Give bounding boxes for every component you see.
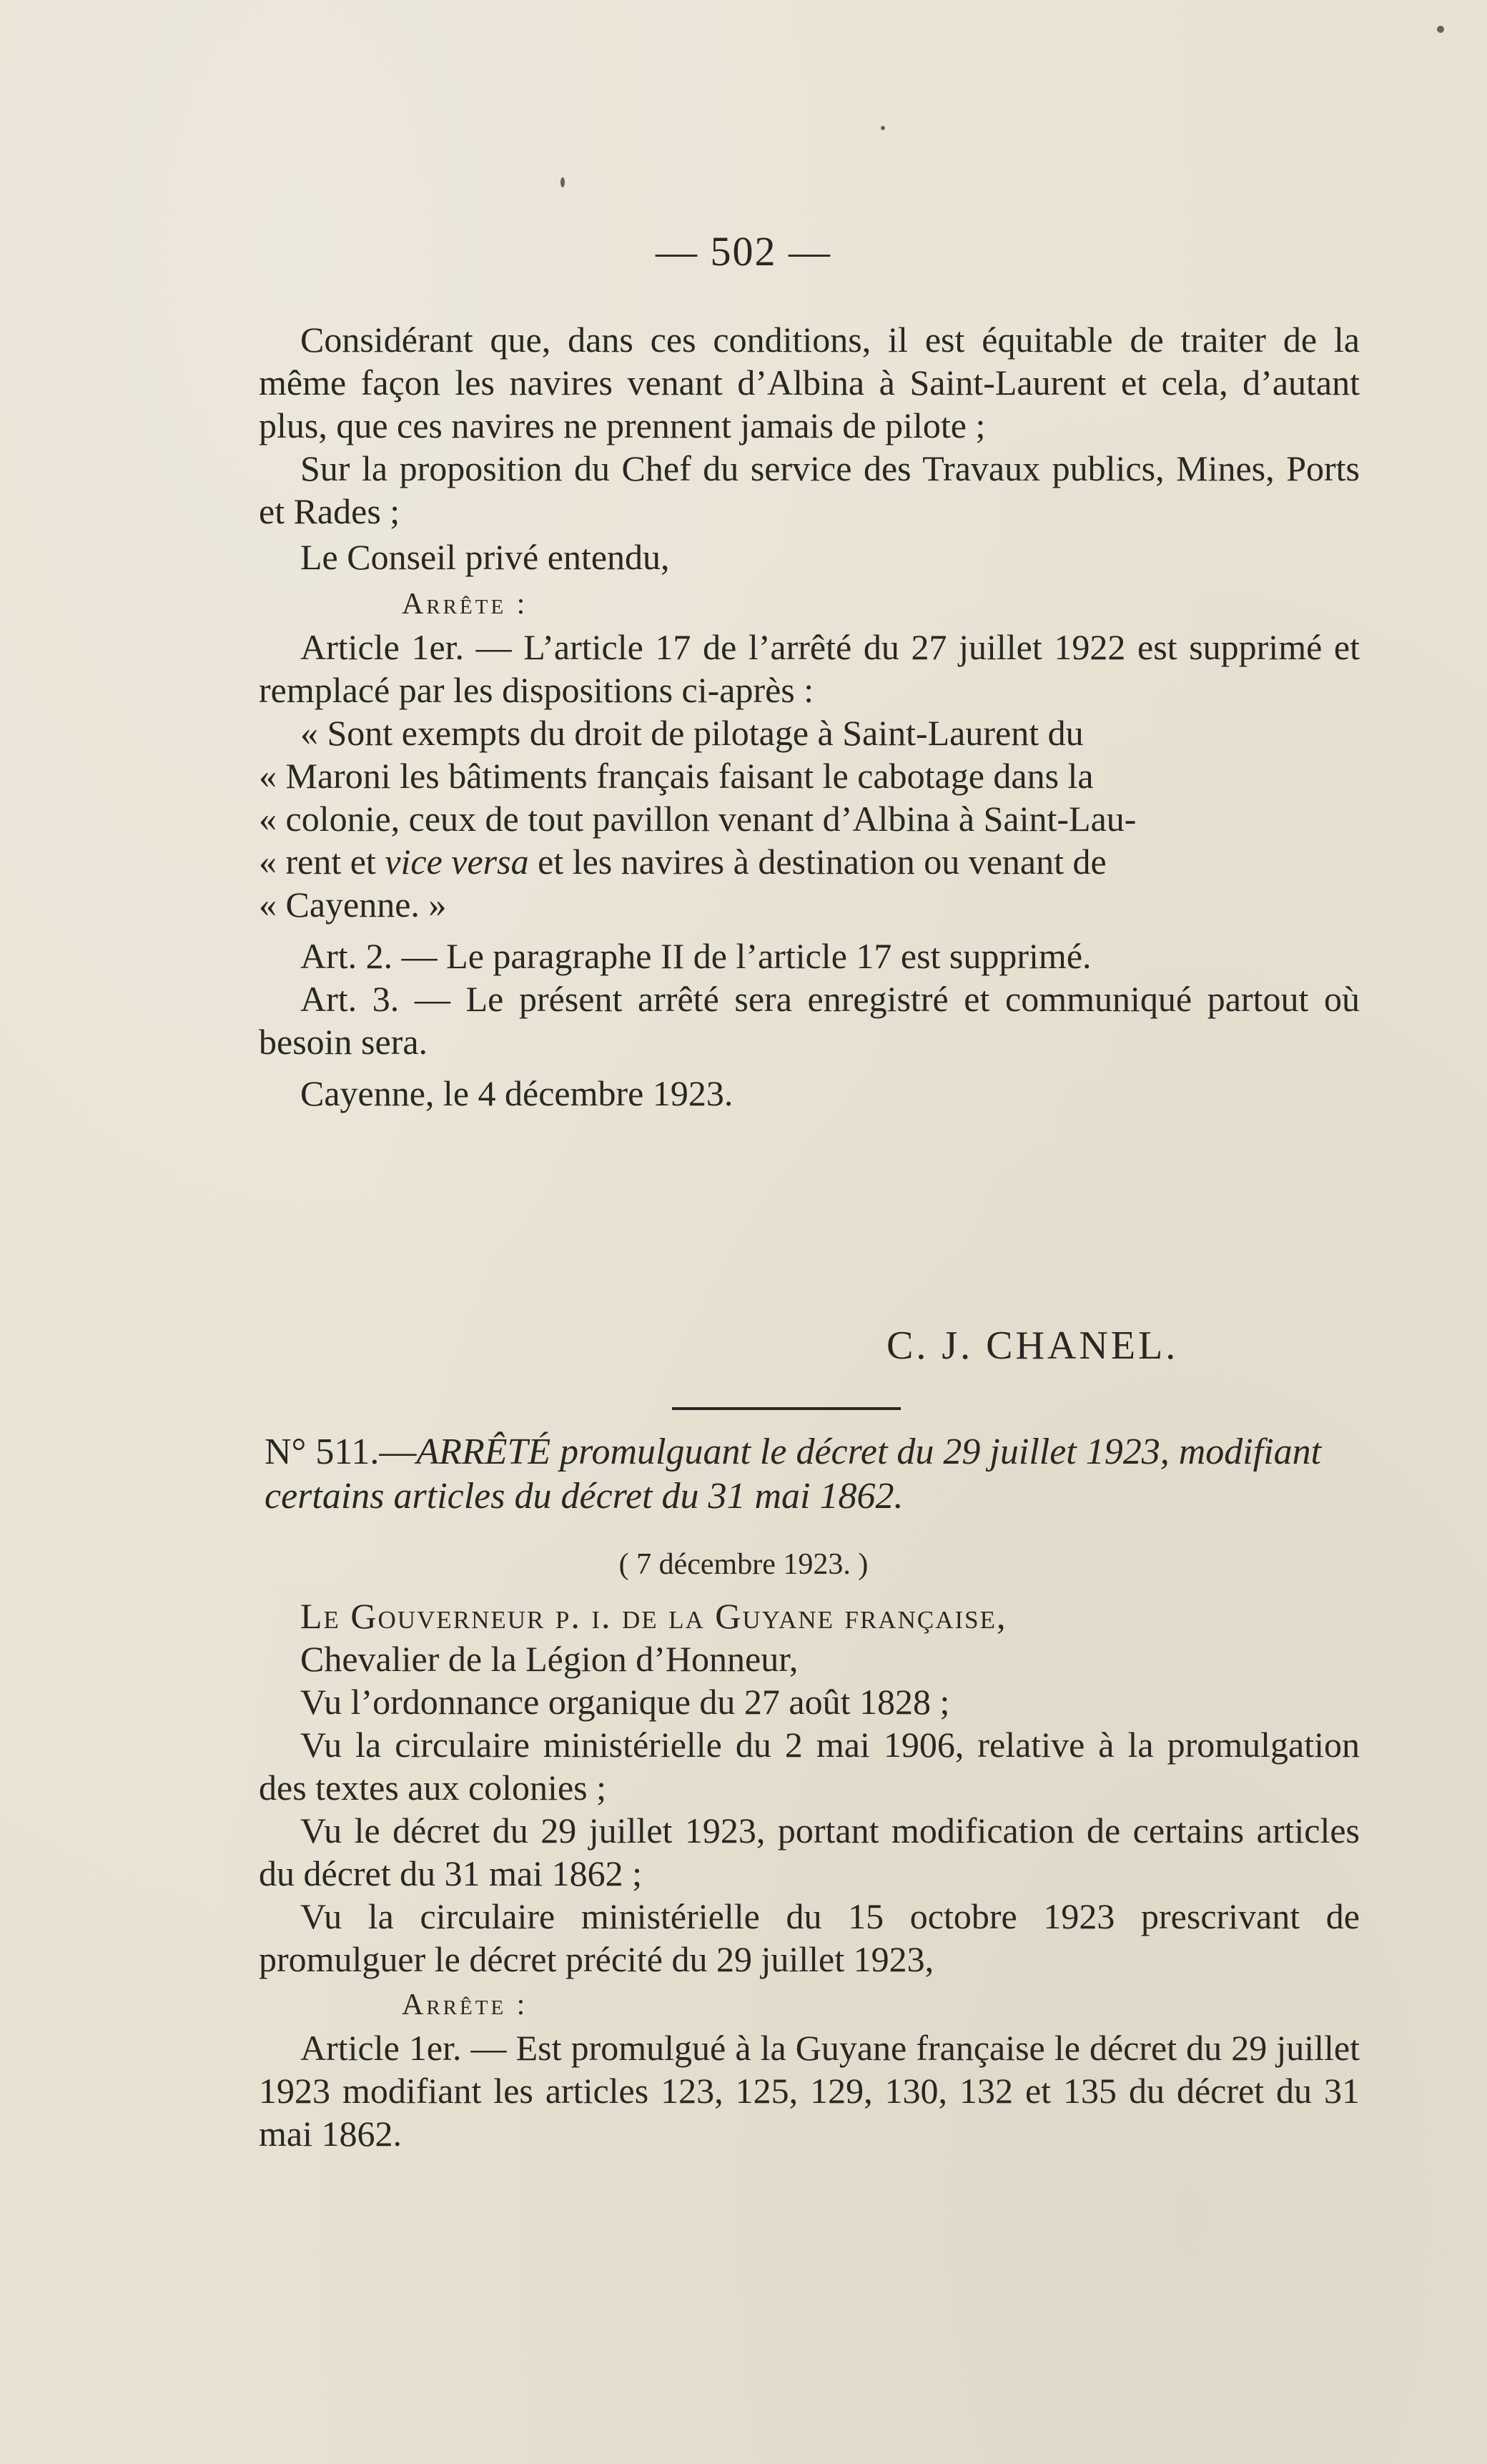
article-1: Article 1er. — L’article 17 de l’arrêté du 27 juillet 1922 est supprimé et remplacé par les dispositions ci-après : [259, 627, 1360, 710]
quote-line: « Maroni les bâtiments français faisant le cabotage dans la [259, 756, 1094, 796]
speck [1437, 26, 1444, 33]
quote-line [259, 840, 1360, 883]
quoted-provision [259, 711, 1360, 754]
chevalier-line: Chevalier de la Légion d’Honneur, [300, 1639, 799, 1679]
vu-circulaire-1923: Vu la circulaire ministérielle du 15 octobre 1923 prescrivant de promulguer le décret précité du 29 juillet 1923, [259, 1896, 1360, 1979]
arrete-number: N° 511.— [265, 1431, 417, 1472]
vu-decret: Vu le décret du 29 juillet 1923, portant modification de certains articles du décret du 31 mai 1862 ; [259, 1810, 1360, 1893]
quote-line: « Cayenne. » [259, 884, 447, 925]
article-2: Art. 2. — Le paragraphe II de l’article 17 est supprimé. [300, 936, 1092, 976]
arrete-label: Arrête : [402, 1989, 528, 2021]
page-number: — 502 — [656, 228, 831, 275]
governor-line [259, 1595, 1360, 1637]
arrete-date: ( 7 décembre 1923. ) [618, 1548, 869, 1581]
quote-text: et les navires à destination ou venant de [528, 842, 1107, 882]
second-arrete-heading [265, 1430, 1380, 1519]
paragraph-proposition: Sur la proposition du Chef du service des Travaux publics, Mines, Ports et Rades ; [259, 448, 1360, 531]
first-arrete-body [259, 318, 1360, 1115]
vu-ordonnance: Vu l’ordonnance organique du 27 août 1828 ; [300, 1682, 950, 1722]
arrete-label: Arrête : [402, 588, 528, 621]
quote-text: « rent et [259, 842, 385, 882]
quote-line: « Sont exempts du droit de pilotage à Saint-Laurent du [300, 713, 1084, 753]
place-date: Cayenne, le 4 décembre 1923. [300, 1073, 733, 1113]
article-1-promulgation: Article 1er. — Est promulgué à la Guyane française le décret du 29 juillet 1923 modifiant les articles 123, 125, 129, 130, 132 et 135 du décret du 31 mai 1862. [259, 2028, 1360, 2154]
quote-line: « colonie, ceux de tout pavillon venant d’Albina à Saint-Lau- [259, 799, 1137, 839]
quote-italic: vice versa [385, 842, 529, 882]
separator-rule [672, 1407, 901, 1410]
paragraph-considerant: Considérant que, dans ces conditions, il est équitable de traiter de la même façon les navires venant d’Albina à Saint-Laurent et cela, d’autant plus, que ces navires ne prennent jamais de pilote ; [259, 320, 1360, 445]
governor-text: Le Gouverneur p. i. de la Guyane française, [300, 1596, 1007, 1636]
speck [560, 177, 565, 187]
article-3: Art. 3. — Le présent arrêté sera enregistré et communiqué partout où besoin sera. [259, 979, 1360, 1062]
signature: C. J. CHANEL. [886, 1324, 1179, 1368]
vu-circulaire-1906: Vu la circulaire ministérielle du 2 mai 1906, relative à la promulgation des textes aux colonies ; [259, 1725, 1360, 1808]
second-arrete-body [259, 1595, 1360, 2155]
speck [881, 126, 885, 130]
arrete-title: ARRÊTÉ promulguant le décret du 29 juillet 1923, modifiant certains articles du décret du 31 mai 1862. [265, 1431, 1322, 1517]
paragraph-conseil: Le Conseil privé entendu, [300, 537, 670, 577]
